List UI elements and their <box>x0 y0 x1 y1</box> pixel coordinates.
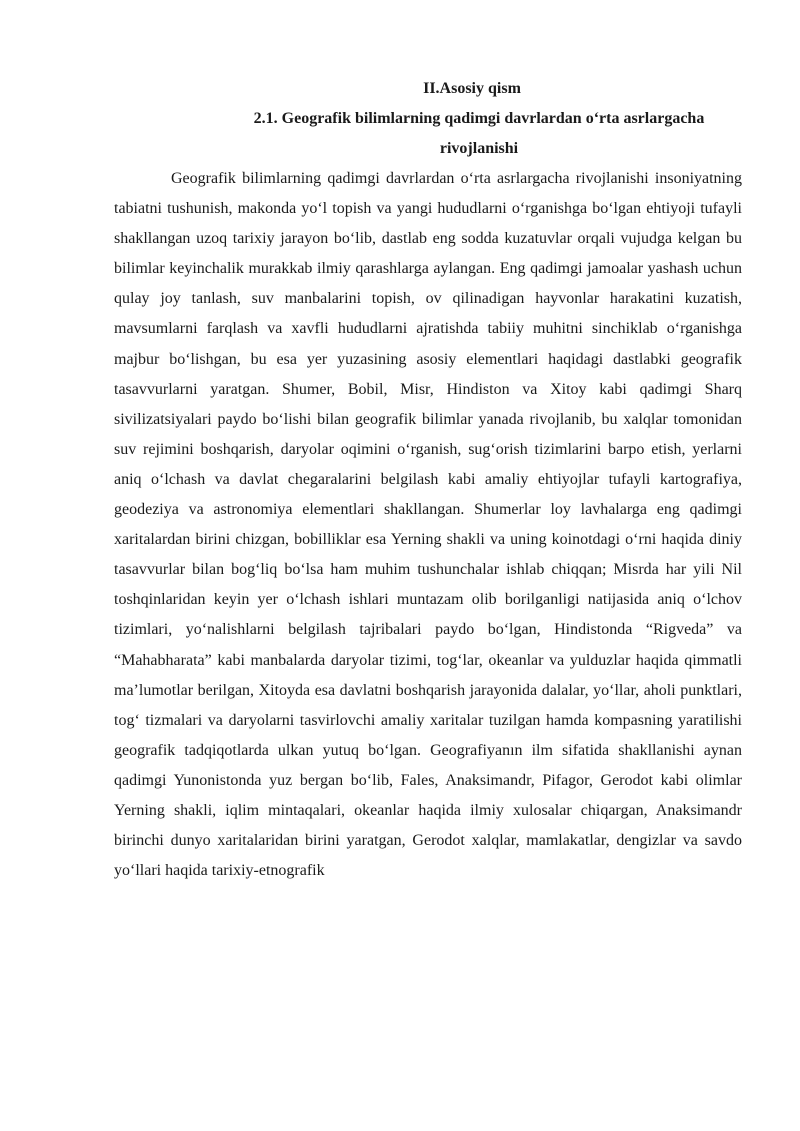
subsection-title: 2.1. Geografik bilimlarning qadimgi davrlardan o‘rta asrlargacha rivojlanishi <box>253 110 705 157</box>
document-page <box>114 74 742 886</box>
section-title: II.Asosiy qism <box>423 80 521 97</box>
body-paragraph: Geografik bilimlarning qadimgi davrlardan o‘rta asrlargacha rivojlanishi insoniyatning tabiatni tushunish, makonda yo‘l topish va yangi hududlarni o‘rganishga bo‘lgan ehtiyoji tufayli shakllangan uzoq tarixiy jarayon bo‘lib, dastlab eng sodda kuzatuvlar orqali vujudga kelgan bu bilimlar keyinchalik murakkab ilmiy qarashlarga aylangan. Eng qadimgi jamoalar yashash uchun qulay joy tanlash, suv manbalarini topish, ov qilinadigan hayvonlar harakatini kuzatish, mavsumlarni farqlash va xavfli hududlarni ajratishda tabiiy muhitni sinchiklab o‘rganishga majbur bo‘lishgan, bu esa yer yuzasining asosiy elementlari haqidagi dastlabki geografik tasavvurlarni yaratgan. Shumer, Bobil, Misr, Hindiston va Xitoy kabi qadimgi Sharq sivilizatsiyalari paydo bo‘lishi bilan geografik bilimlar yanada rivojlanib, bu xalqlar tomonidan suv rejimini boshqarish, daryolar oqimini o‘rganish, sug‘orish tizimlarini barpo etish, yerlarni aniq o‘lchash va davlat chegaralarini belgilash kabi amaliy ehtiyojlar tufayli kartografiya, geodeziya va astronomiya elementlari shakllangan. Shumerlar loy lavhalarga eng qadimgi xaritalardan birini chizgan, bobilliklar esa Yerning shakli va uning koinotdagi o‘rni haqida diniy tasavvurlar bilan bog‘liq bo‘lsa ham muhim tushunchalar ishlab chiqqan; Misrda har yili Nil toshqinlaridan keyin yer o‘lchash ishlari muntazam olib borilganligi natijasida aniq o‘lchov tizimlari, yo‘nalishlarni belgilash tajribalari paydo bo‘lgan, Hindistonda “Rigveda” va “Mahabharata” kabi manbalarda daryolar tizimi, tog‘lar, okeanlar va yulduzlar haqida qimmatli ma’lumotlar berilgan, Xitoyda esa davlatni boshqarish jarayonida dalalar, yo‘llar, aholi punktlari, tog‘ tizmalari va daryolarni tasvirlovchi amaliy xaritalar tuzilgan hamda kompasning yaratilishi geografik tadqiqotlarda ulkan yutuq bo‘lgan. Geografiyanın ilm sifatida shakllanishi aynan qadimgi Yunonistonda yuz bergan bo‘lib, Fales, Anaksimandr, Pifagor, Gerodot kabi olimlar Yerning shakli, iqlim mintaqalari, okeanlar haqida ilmiy xulosalar chiqargan, Anaksimandr birinchi dunyo xaritalaridan birini yaratgan, Gerodot xalqlar, mamlakatlar, dengizlar va savdo yo‘llari haqida tarixiy-etnografik <box>114 170 742 880</box>
